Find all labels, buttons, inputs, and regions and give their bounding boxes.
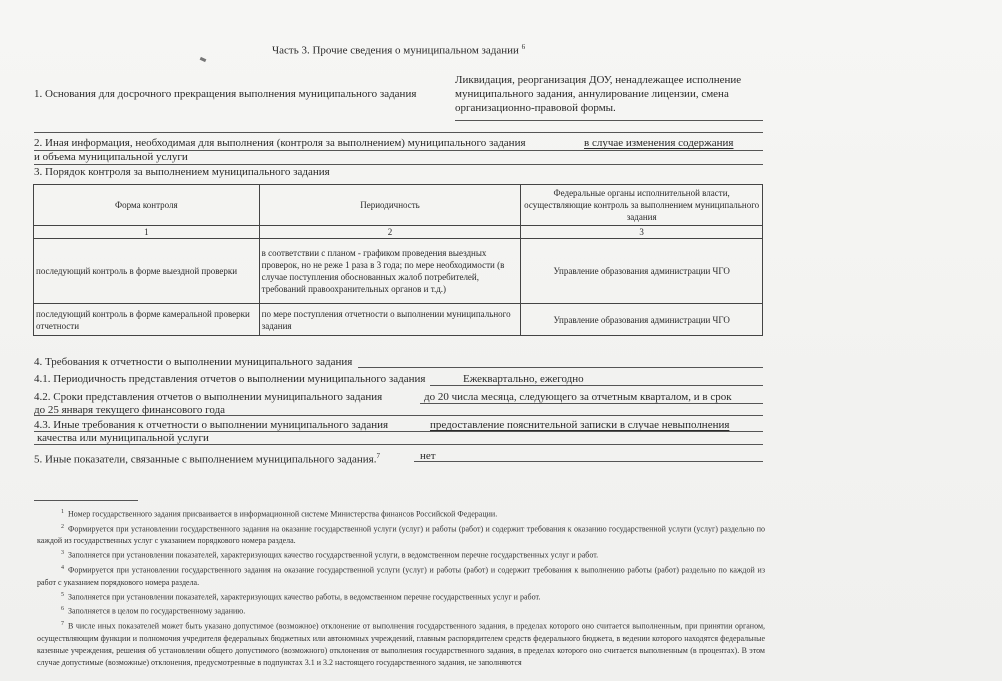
section-4-label: 4. Требования к отчетности о выполнении муниципального задания (34, 356, 353, 368)
section-4-underline (358, 367, 763, 368)
header-form: Форма контроля (34, 185, 260, 226)
section-4-2-label: 4.2. Сроки представления отчетов о выполнении муниципального задания (34, 391, 383, 403)
table-number-row (34, 226, 763, 239)
col-number: 2 (259, 226, 521, 239)
section-4-1-label: 4.1. Периодичность представления отчетов о выполнении муниципального задания (34, 373, 426, 385)
header-organ: Федеральные органы исполнительной власти, осуществляющие контроль за выполнением муниципального задания (521, 185, 763, 226)
section-2-label: 2. Иная информация, необходимая для выполнения (контроля за выполнением) муниципального задания (34, 137, 526, 149)
section-5-underline (414, 461, 763, 462)
cell-period: по мере поступления отчетности о выполнении муниципального задания (259, 304, 521, 336)
footnote-7: $^7$ В числе иных показателей может быть указано допустимое (возможное) отклонение от выполнения государственного задания, в пределах которого оно считается выполненным, при принятии органом, осуществляющим функции и полномочия учредителя федеральных бюджетных или автономных учреждений, главным распорядителем средств федерального бюджета, в ведении которого находятся федеральные казенные учреждения, решения об установлении общего допустимого (возможного) отклонения от выполнения государственного задания, в пределах которого оно считается выполненным (в процентах). В этом случае допустимые (возможные) отклонения, предусмотренные в подпунктах 3.1 и 3.2 настоящего государственного задания, не заполняются (37, 620, 765, 667)
col-number: 1 (34, 226, 260, 239)
section-1-value-line-1: Ликвидация, реорганизация ДОУ, ненадлежащее исполнение (455, 74, 742, 86)
cell-period: в соответствии с планом - графиком проведения выездных проверок, но не реже 1 раза в 3 года; по мере необходимости (в случае поступления обоснованных жалоб потребителей, требований правоохранительных органов и т.д.) (259, 239, 521, 304)
part-title: Часть 3. Прочие сведения о муниципальном задании $^6$ (272, 43, 526, 57)
section-4-1-underline (430, 385, 763, 386)
cell-form: последующий контроль в форме выездной проверки (34, 239, 260, 304)
footnote-2: $^2$ Формируется при установлении государственного задания на оказание государственной услуги (услуг) и работы (работ) и содержит требования к оказанию государственной услуги (услуг) раздельно по каждой из государственных услуг с указанием порядкового номера раздела. (37, 523, 765, 546)
cell-organ: Управление образования администрации ЧГО (521, 239, 763, 304)
section-3-label: 3. Порядок контроля за выполнением муниципального задания (34, 166, 330, 178)
table-row (34, 239, 763, 304)
section-1-value-line-2: муниципального задания, аннулирование лицензии, смена (455, 88, 729, 100)
section-4-2-underline (420, 403, 763, 404)
table-header-row (34, 185, 763, 226)
col-number: 3 (521, 226, 763, 239)
cell-form: последующий контроль в форме камеральной проверки отчетности (34, 304, 260, 336)
footnote-6: $^6$ Заполняется в целом по государственному заданию. (61, 606, 246, 616)
footnote-5: $^5$ Заполняется при установлении показателей, характеризующих качество работы, в ведомственном перечне государственных услуг и работ. (61, 591, 541, 602)
section-1-value-line-3: организационно-правовой формы. (455, 102, 616, 114)
section-4-3-line-2: качества или муниципальной услуги (37, 432, 209, 444)
cell-organ: Управление образования администрации ЧГО (521, 304, 763, 336)
section-5-value: нет (420, 450, 436, 462)
section-4-3-label: 4.3. Иные требования к отчетности о выполнении муниципального задания (34, 419, 389, 431)
section-4-2-line-2: до 25 января текущего финансового года (34, 404, 226, 416)
section-2-value: в случае изменения содержания (584, 137, 734, 149)
section-4-2-value: до 20 числа месяца, следующего за отчетным кварталом, и в срок (424, 391, 732, 403)
section-4-3-value: предоставление пояснительной записки в случае невыполнения (430, 419, 730, 431)
footnote-1: $^1$ Номер государственного задания присваивается в информационной системе Министерства финансов Российской Федерации. (61, 509, 498, 519)
table-row (34, 304, 763, 336)
separator-rule (34, 132, 763, 133)
section-1-label: 1. Основания для досрочного прекращения выполнения муниципального задания (34, 88, 417, 100)
footnote-separator (34, 500, 138, 501)
section-4-3-rule-2 (34, 444, 763, 445)
footnote-4: $^4$ Формируется при установлении государственного задания на оказание государственной услуги (услуг) и работы (работ) и содержит требования к выполнению работы (работ) раздельно по каждой из работ с указанием порядкового номера раздела. (37, 564, 765, 587)
section-4-2-rule (34, 415, 763, 416)
section-1-underline (455, 120, 763, 121)
footnotes (37, 506, 765, 669)
scan-mark (200, 57, 207, 62)
section-5-label: 5. Иные показатели, связанные с выполнением муниципального задания.$^7$ (34, 452, 380, 466)
control-table (33, 184, 763, 336)
section-4-1-value: Ежеквартально, ежегодно (463, 373, 584, 385)
section-2-label-line-2: и объема муниципальной услуги (34, 151, 188, 163)
header-period: Периодичность (259, 185, 521, 226)
footnote-3: $^3$ Заполняется при установлении показателей, характеризующих качество государственной услуги, в ведомственном перечне государственных услуг и работ. (61, 550, 599, 560)
